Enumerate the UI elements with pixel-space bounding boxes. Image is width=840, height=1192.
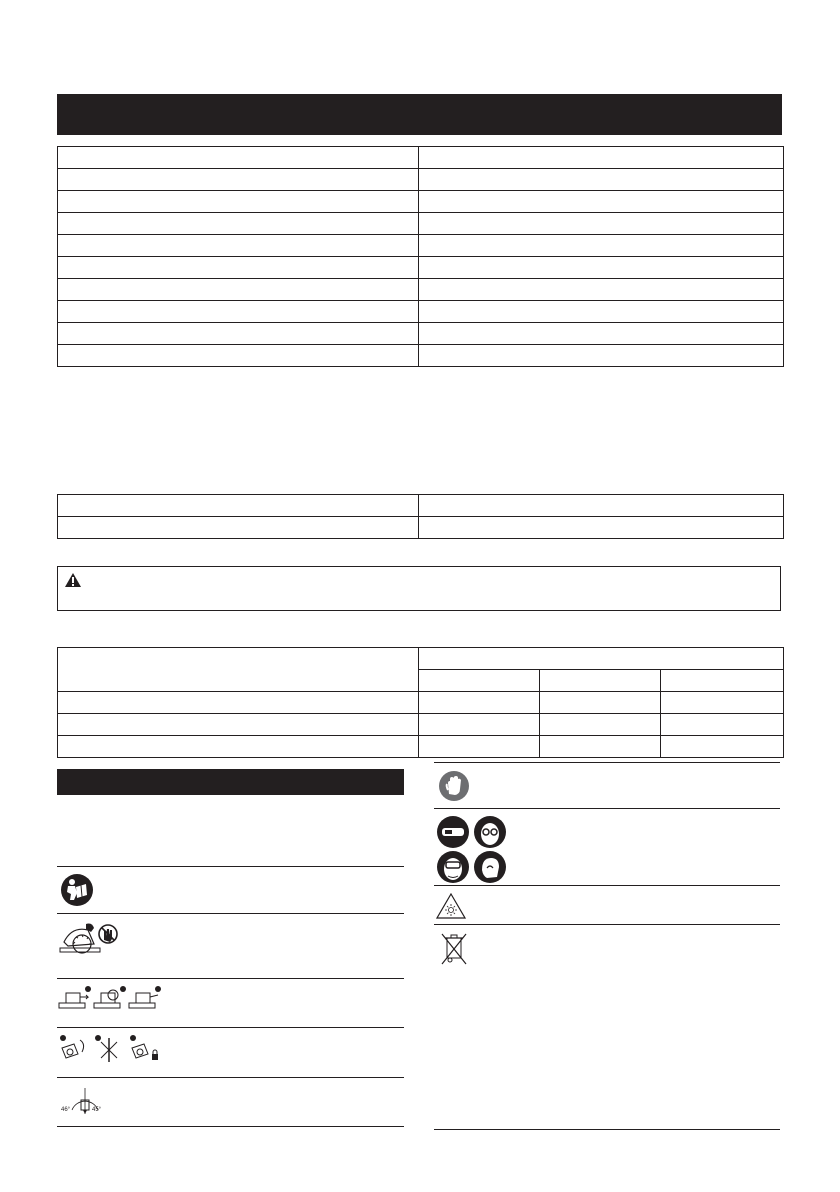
divider	[434, 1129, 780, 1130]
capacity-cell	[661, 692, 784, 714]
capacity-cell	[419, 736, 540, 758]
spec-value	[419, 235, 784, 257]
spec-label	[58, 235, 419, 257]
spec-value	[419, 147, 784, 169]
divider	[434, 808, 780, 809]
table-row	[58, 736, 784, 758]
capacity-table	[57, 647, 784, 758]
capacity-subheader	[540, 670, 661, 692]
spec-label	[58, 323, 419, 345]
table-row	[58, 648, 784, 670]
table-row	[58, 345, 784, 367]
divider	[434, 762, 780, 763]
symbols-heading	[57, 775, 63, 789]
table-row	[58, 692, 784, 714]
table-row	[58, 235, 784, 257]
spec-label	[58, 257, 419, 279]
table-row	[58, 714, 784, 736]
table-row	[58, 279, 784, 301]
table-row	[58, 495, 784, 517]
table-row	[58, 213, 784, 235]
spec-label	[58, 279, 419, 301]
spec-value	[419, 169, 784, 191]
capacity-label	[58, 714, 419, 736]
spec-label	[58, 301, 419, 323]
battery-label	[58, 517, 419, 539]
specifications-table	[57, 146, 784, 367]
battery-table	[57, 494, 784, 539]
capacity-label	[58, 736, 419, 758]
spec-value	[419, 213, 784, 235]
divider	[434, 885, 780, 886]
table-row	[58, 257, 784, 279]
spec-label	[58, 147, 419, 169]
divider	[57, 913, 404, 914]
capacity-cell	[661, 714, 784, 736]
lock-sequence-icon	[58, 1034, 163, 1064]
read-manual-icon	[60, 873, 94, 907]
table-row	[58, 147, 784, 169]
saw-sequence-icon	[58, 985, 163, 1015]
capacity-cell	[540, 692, 661, 714]
capacity-cell	[540, 714, 661, 736]
capacity-cell	[419, 714, 540, 736]
battery-value	[419, 495, 784, 517]
capacity-cell	[540, 736, 661, 758]
laser-warning-icon	[436, 893, 466, 919]
capacity-label	[58, 692, 419, 714]
spec-label	[58, 191, 419, 213]
table-row	[58, 301, 784, 323]
wear-gloves-icon	[438, 770, 470, 802]
symbols-heading-bar	[57, 769, 404, 795]
specifications-heading-bar	[57, 94, 782, 135]
divider	[434, 924, 780, 925]
warning-box	[57, 566, 781, 611]
bevel-left-angle: 46°	[61, 1107, 71, 1113]
divider	[57, 866, 404, 867]
divider	[57, 1126, 404, 1127]
divider	[57, 1077, 404, 1078]
table-row	[58, 323, 784, 345]
capacity-header-right	[419, 648, 784, 670]
bevel-angle-icon	[62, 1084, 108, 1120]
spec-value	[419, 279, 784, 301]
capacity-cell	[419, 692, 540, 714]
saw-no-hand-icon	[58, 920, 120, 960]
weee-bin-icon	[440, 932, 468, 966]
spec-label	[58, 345, 419, 367]
spec-value	[419, 191, 784, 213]
warning-triangle-icon	[64, 572, 82, 593]
divider	[57, 1027, 404, 1028]
divider	[57, 978, 404, 979]
bevel-right-angle: 45°	[92, 1107, 102, 1113]
capacity-cell	[661, 736, 784, 758]
spec-value	[419, 323, 784, 345]
protective-equipment-icon	[436, 815, 508, 883]
spec-value	[419, 345, 784, 367]
spec-label	[58, 169, 419, 191]
specifications-heading	[57, 106, 65, 122]
table-row	[58, 169, 784, 191]
capacity-header-left	[58, 648, 419, 692]
battery-label	[58, 495, 419, 517]
table-row	[58, 191, 784, 213]
capacity-subheader	[419, 670, 540, 692]
battery-value	[419, 517, 784, 539]
capacity-subheader	[661, 670, 784, 692]
table-row	[58, 517, 784, 539]
spec-value	[419, 301, 784, 323]
spec-label	[58, 213, 419, 235]
spec-value	[419, 257, 784, 279]
